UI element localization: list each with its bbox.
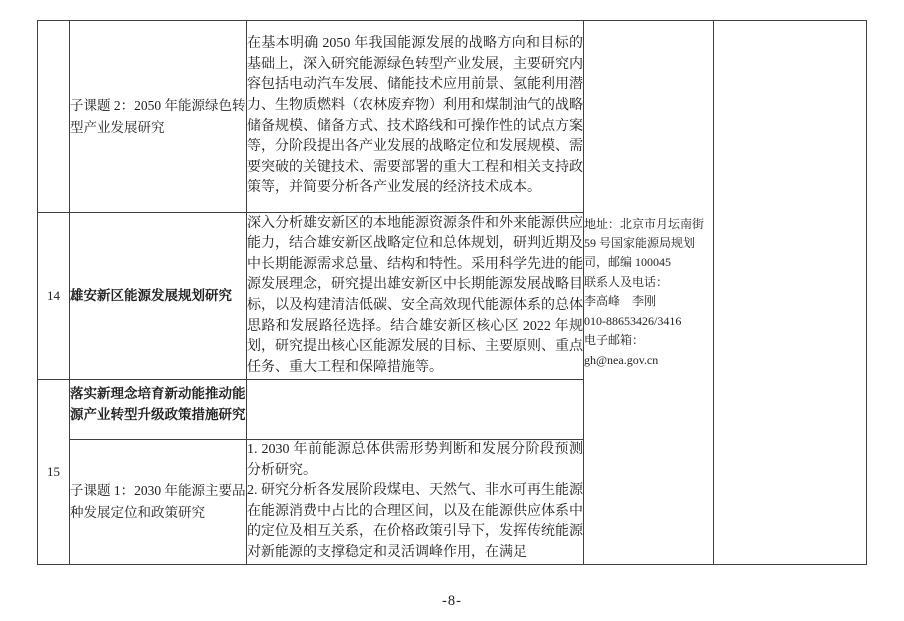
row14-content [247,213,584,380]
page-number: -8- [442,593,462,609]
row15-content-item-2: 2. 研究分析各发展阶段煤电、天然气、非水可再生能源在能源消费中占比的合理区间，以及在能源供应体系中的定位及相互关系，在价格政策引导下，发挥传统能源对新能源的支撑稳定和灵活调峰作用，在满足 [247,483,583,560]
table-row-13 [38,21,867,213]
topics-table [37,20,867,565]
contact-info-cell: 地址：北京市月坛南街 59 号国家能源局规划 司，邮编 100045 联系人及电话： 李高峰 李刚 010-88653426/3416 电子邮箱： gh@nea.gov.cn [584,21,714,565]
row14-topic-title: 雄安新区能源发展规划研究 [70,213,247,380]
row15-content-item-1: 1. 2030 年前能源总体供需形势判断和发展分阶段预测分析研究。 [247,442,583,478]
empty-last-column-cell [714,21,867,565]
row14-number-cell: 14 [38,213,70,380]
row13-content-paragraph: 在基本明确 2050 年我国能源发展的战略方向和目标的基础上，深入研究能源绿色转型产业发展，主要研究内容包括电动汽车发展、储能技术应用前景、氢能利用潜力、生物质燃料（农林废弃物）利用和煤制油气的战略储备规模、储备方式、技术路线和可操作性的试点方案等，分阶段提出各产业发展的战略定位和发展规模、需要突破的关键技术、需要部署的重大工程和相关支持政策等，并简要分析各产业发展的经济技术成本。 [247,36,583,196]
row13-content [247,21,584,213]
row14-content-paragraph: 深入分析雄安新区的本地能源资源条件和外来能源供应能力，结合雄安新区战略定位和总体规划，研判近期及中长期能源需求总量、结构和特性。采用科学先进的能源发展理念，研究提出雄安新区中长期能源发展战略目标，以及构建清洁低碳、安全高效现代能源体系的总体思路和发展路径选择。结合雄安新区核心区 2022 年规划，研究提出核心区能源发展的目标、主要原则、重点任务、重大工程和保障措施等。 [247,215,583,375]
row13-number-cell [38,21,70,213]
row15-topic-title: 落实新理念培育新动能推动能源产业转型升级政策措施研究 [70,380,247,440]
row15-subtopic-title: 子课题 1：2030 年能源主要品种发展定位和政策研究 [70,440,247,565]
row13-subtopic-title: 子课题 2：2050 年能源绿色转型产业发展研究 [70,21,247,213]
row15-header-empty-content [247,380,584,440]
row15-number-cell: 15 [38,380,70,565]
row15-content [247,440,584,565]
